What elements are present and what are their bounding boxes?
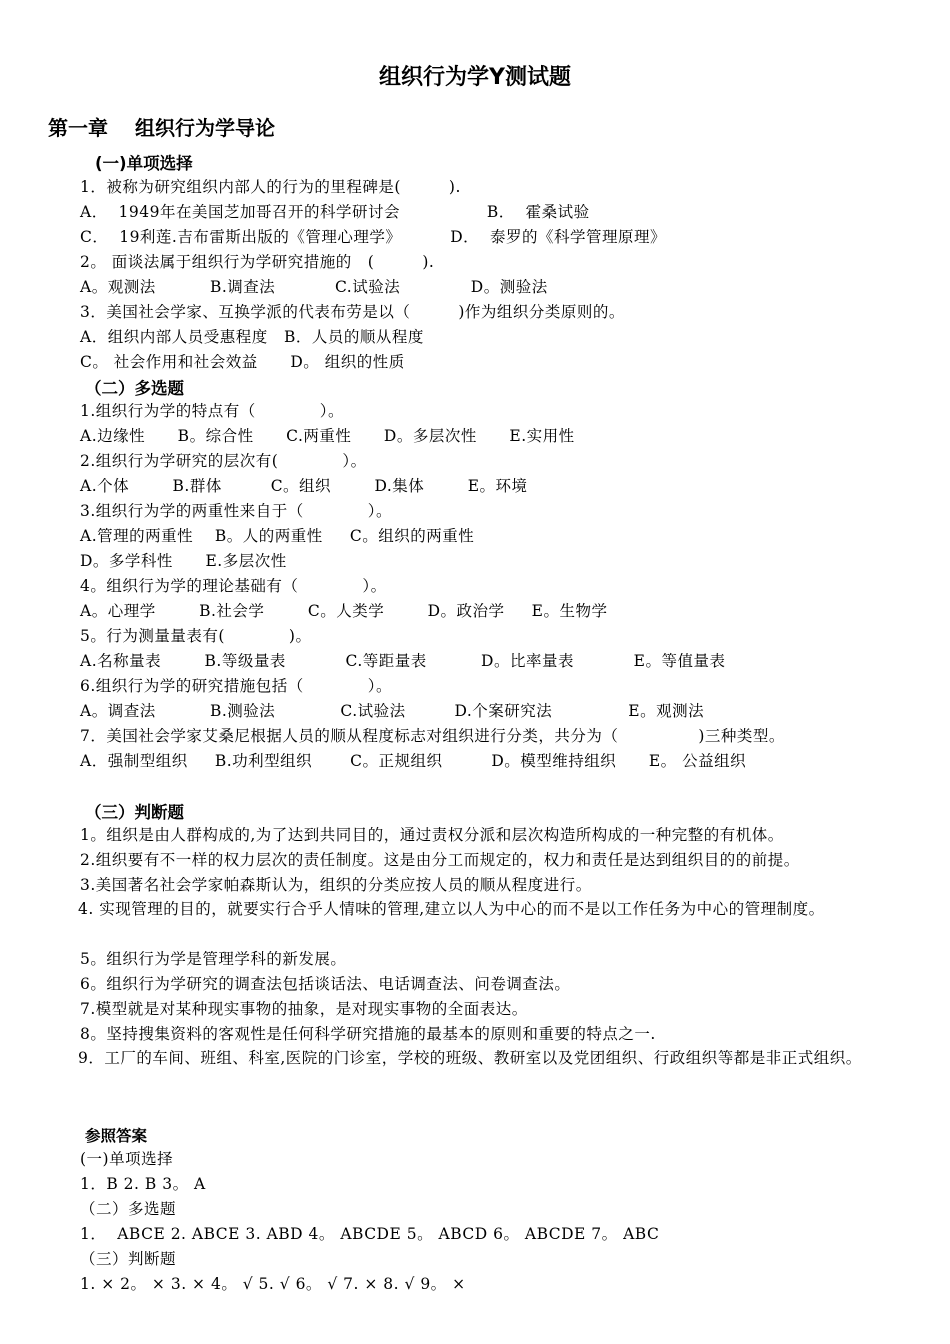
answers-heading: 参照答案 (85, 1127, 148, 1145)
statement-line: 6。组织行为学研究的调查法包括谈话法、电话调查法、问卷调查法。 (80, 975, 571, 993)
statement-line: 4. 实现管理的目的，就要实行合乎人情味的管理,建立以人为中心的而不是以工作任务为中心的管理制度。 (78, 900, 825, 918)
question-line: 1．被称为研究组织内部人的行为的里程碑是( ). (80, 178, 461, 196)
answers-multi-label: （二）多选题 (80, 1200, 177, 1218)
chapter-heading: 第一章 组织行为学导论 (48, 116, 275, 140)
answers-multi: 1． ABCE 2. ABCE 3. ABD 4。 ABCDE 5。 ABCD 6。 ABCDE 7。 ABC (80, 1225, 660, 1243)
question-line: 2。 面谈法属于组织行为学研究措施的 ( ). (80, 253, 435, 271)
answers-single-label: (一)单项选择 (80, 1150, 174, 1168)
section-multi-choice: （二）多选题 (85, 379, 184, 398)
statement-line: 5。组织行为学是管理学科的新发展。 (80, 950, 347, 968)
option-line: A． 1949年在美国芝加哥召开的科学研讨会 B． 霍桑试验 (80, 203, 590, 221)
section-judgement: （三）判断题 (85, 803, 184, 822)
option-line: A.边缘性 B。综合性 C.两重性 D。多层次性 E.实用性 (80, 427, 575, 445)
option-line: A。调查法 B.测验法 C.试验法 D.个案研究法 E。观测法 (80, 702, 705, 720)
option-line: D。多学科性 E.多层次性 (80, 552, 287, 570)
question-line: 2.组织行为学研究的层次有( ）。 (80, 452, 367, 470)
document-title: 组织行为学Y测试题 (379, 65, 571, 90)
answers-judge-label: （三）判断题 (80, 1250, 177, 1268)
question-line: 7．美国社会学家艾桑尼根据人员的顺从程度标志对组织进行分类，共分为（ )三种类型。 (80, 727, 785, 745)
statement-line: 3.美国著名社会学家帕森斯认为，组织的分类应按人员的顺从程度进行。 (80, 876, 592, 894)
question-line: 6.组织行为学的研究措施包括（ ）。 (80, 677, 393, 695)
option-line: A.个体 B.群体 C。组织 D.集体 E。环境 (80, 477, 528, 495)
option-line: A．组织内部人员受惠程度 B．人员的顺从程度 (80, 328, 424, 346)
question-line: 5。行为测量量表有( )。 (80, 627, 312, 645)
statement-line: 1。组织是由人群构成的,为了达到共同目的，通过责权分派和层次构造所构成的一种完整的有机体。 (80, 826, 784, 844)
option-line: A。观测法 B.调查法 C.试验法 D。测验法 (80, 278, 548, 296)
section-single-choice: (一)单项选择 (95, 154, 193, 173)
question-line: 1.组织行为学的特点有（ ）。 (80, 402, 345, 420)
question-line: 3．美国社会学家、互换学派的代表布劳是以（ )作为组织分类原则的。 (80, 303, 625, 321)
option-line: C． 19利莲.吉布雷斯出版的《管理心理学》 D． 泰罗的《科学管理原理》 (80, 228, 666, 246)
answers-judge: 1. × 2。 × 3. × 4。 √ 5. √ 6。 √ 7. × 8. √ 9。 × (80, 1275, 466, 1293)
option-line: A．强制型组织 B.功利型组织 C。正规组织 D。模型维持组织 E。 公益组织 (80, 752, 747, 770)
question-line: 3.组织行为学的两重性来自于（ ）。 (80, 502, 393, 520)
statement-line: 9．工厂的车间、班组、科室,医院的门诊室，学校的班级、教研室以及党团组织、行政组织等都是非正式组织。 (78, 1049, 862, 1067)
option-line: C。 社会作用和社会效益 D。 组织的性质 (80, 353, 405, 371)
statement-line: 7.模型就是对某种现实事物的抽象，是对现实事物的全面表达。 (80, 1000, 528, 1018)
statement-line: 8。坚持搜集资料的客观性是任何科学研究措施的最基本的原则和重要的特点之一. (80, 1025, 656, 1043)
statement-line: 2.组织要有不一样的权力层次的责任制度。这是由分工而规定的，权力和责任是达到组织目的的前提。 (80, 851, 800, 869)
option-line: A.名称量表 B.等级量表 C.等距量表 D。比率量表 E。等值量表 (80, 652, 726, 670)
question-line: 4。组织行为学的理论基础有（ ）。 (80, 577, 387, 595)
option-line: A.管理的两重性 B。人的两重性 C。组织的两重性 (80, 527, 475, 545)
answers-single: 1．B 2. B 3。 A (80, 1175, 206, 1193)
option-line: A。心理学 B.社会学 C。人类学 D。政治学 E。生物学 (80, 602, 608, 620)
